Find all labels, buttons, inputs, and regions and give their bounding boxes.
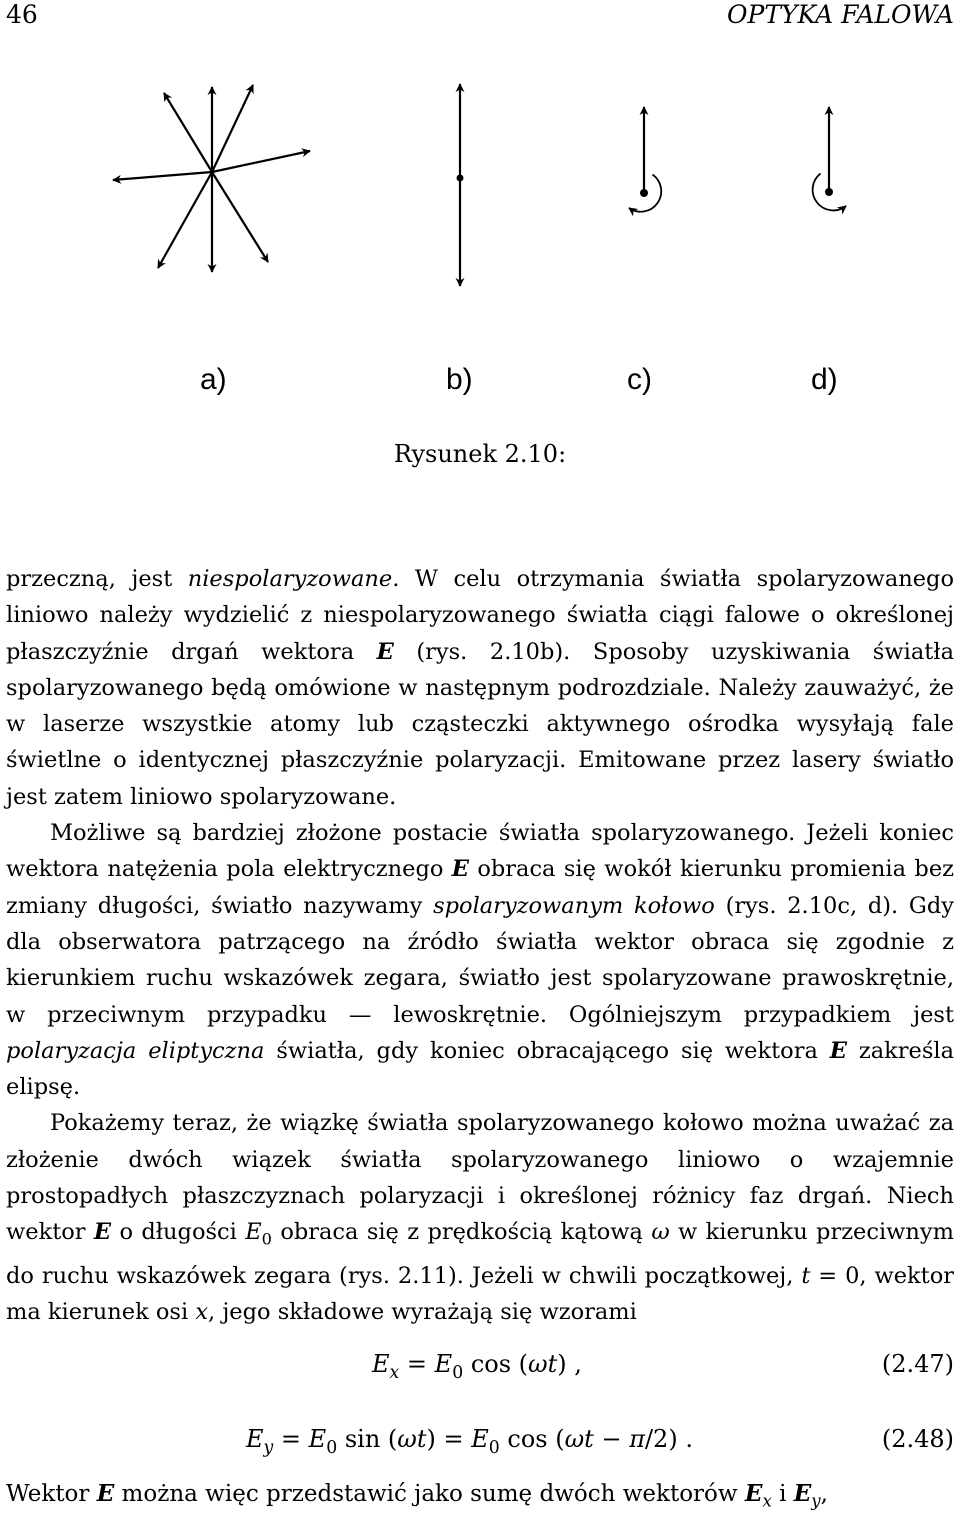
text-run: światła, gdy koniec obracającego się wektora (264, 1037, 830, 1064)
figure-label-a: a) (200, 363, 227, 396)
math-text: x (762, 1491, 772, 1511)
math-text: polaryzacja eliptyczna (6, 1037, 265, 1064)
page-number: 46 (6, 0, 38, 29)
text-run: Możliwe są bardziej złożone postacie światła spolaryzowanego. Jeżeli koniec wektora natężenia pola elektrycznego (6, 820, 954, 883)
figure-caption: Rysunek 2.10: (393, 440, 567, 468)
text-run: = (399, 1350, 435, 1378)
math-text: E (245, 1219, 262, 1246)
math-text: t (801, 1263, 811, 1290)
text-run: cos ( (463, 1350, 529, 1378)
text-run: ) = (426, 1425, 472, 1453)
text-run: sin ( (337, 1425, 398, 1453)
text-run: = 0, wektor ma kierunek osi (6, 1263, 955, 1326)
math-text: y (811, 1491, 821, 1511)
figure-label-b: b) (446, 363, 473, 396)
equation-2-47 (0, 1350, 960, 1394)
math-text: E (372, 1350, 390, 1378)
text-run: zakreśla elipsę. (6, 1037, 954, 1101)
math-text: E (246, 1425, 264, 1453)
unpolarized-vectors-a (113, 85, 310, 272)
paragraph (6, 815, 954, 1105)
text-run: o długości (111, 1219, 246, 1246)
text-run: można więc przedstawić jako sumę dwóch wektorów (114, 1481, 745, 1507)
text-run: przeczną, jest (6, 566, 188, 592)
linear-polarization-b (457, 84, 464, 286)
math-text: E (308, 1425, 327, 1453)
vector-symbol: E (793, 1480, 812, 1507)
text-run: Pokażemy teraz, że wiązkę światła spolaryzowanego kołowo można uważać za złożenie dwóch wiązek światła spolaryzowanego liniowo o wzajemnie prostopadłych płaszczyznach polaryzacji i określonej różnicy faz drgań. Niech wektor (6, 1110, 954, 1246)
running-title: OPTYKA FALOWA (727, 0, 954, 29)
text-run: w kierunku przeciwnym do ruchu wskazówek zegara (rys. 2.11). Jeżeli w chwili początkowej, (6, 1219, 954, 1290)
body-text (6, 561, 954, 1331)
math-text: 0 (261, 1229, 272, 1249)
text-run: cos ( (499, 1425, 565, 1453)
circular-polarization-d (813, 107, 846, 210)
text-run: , (820, 1481, 828, 1507)
equation-math (246, 1425, 693, 1458)
figure-label-c: c) (627, 363, 652, 396)
circular-polarization-c (629, 107, 661, 212)
math-text: y (263, 1437, 274, 1458)
paragraph (6, 561, 954, 815)
figure-label-d: d) (811, 363, 838, 396)
vector-symbol: E (96, 1480, 115, 1507)
math-text: x (195, 1299, 209, 1326)
text-run: Wektor (6, 1481, 97, 1507)
math-text: ωt (564, 1425, 594, 1453)
text-run: = (273, 1425, 309, 1453)
math-text: ωt (397, 1425, 427, 1453)
paragraph (6, 1105, 954, 1330)
equation-2-48 (0, 1425, 960, 1469)
vector-symbol: E (376, 638, 394, 665)
math-text: ω (651, 1219, 670, 1246)
math-text: 0 (326, 1437, 338, 1458)
math-text: π (629, 1425, 645, 1453)
page-header (6, 0, 954, 30)
text-run: . W celu otrzymania światła spolaryzowanego liniowo należy wydzielić z niespolaryzowanego światła ciągi falowe o określonej płaszczyźnie drgań wektora (6, 566, 954, 665)
math-text: E (471, 1425, 489, 1453)
text-run: ) , (557, 1350, 582, 1378)
closing-line (6, 1480, 954, 1511)
text-run: i (771, 1481, 794, 1507)
vector-symbol: E (744, 1480, 763, 1507)
text-run: /2) . (644, 1425, 693, 1453)
text-run: , jego składowe wyrażają się wzorami (208, 1299, 637, 1326)
math-text: spolaryzowanym kołowo (433, 892, 715, 919)
polarization-figure (0, 70, 960, 300)
vector-symbol: E (451, 856, 469, 883)
text-run: (rys. 2.10b). Sposoby uzyskiwania światła spolaryzowanego będą omówione w następnym podrozdziale. Należy zauważyć, że w laserze wszystkie atomy lub cząsteczki aktywnego ośrodka wysyłają fale świetlne o identycznej płaszczyźnie polaryzacji. Emitowane przez lasery światło jest zatem liniowo spolaryzowane. (6, 638, 954, 810)
math-text: E (434, 1350, 453, 1378)
math-text: niespolaryzowane (187, 566, 393, 592)
equation-math (372, 1350, 582, 1383)
equation-number: (2.47) (881, 1350, 954, 1378)
equation-number: (2.48) (881, 1425, 954, 1453)
math-text: 0 (488, 1437, 500, 1458)
text-run: − (593, 1425, 630, 1453)
math-text: ωt (528, 1350, 558, 1378)
vector-symbol: E (93, 1219, 112, 1246)
text-run: (rys. 2.10c, d). Gdy dla obserwatora patrzącego na źródło światła wektor obraca się zgodnie z kierunkiem ruchu wskazówek zegara, światło jest spolaryzowane prawoskrętnie, w przeciwnym przypadku — lewoskrętnie. Ogólniejszym przypadkiem jest (6, 892, 954, 1028)
vector-symbol: E (829, 1037, 847, 1064)
math-text: 0 (452, 1362, 464, 1383)
text-run: obraca się wokół kierunku promienia bez zmiany długości, światło nazywamy (6, 856, 954, 919)
math-text: x (389, 1362, 400, 1383)
text-run: obraca się z prędkością kątową (271, 1219, 652, 1246)
